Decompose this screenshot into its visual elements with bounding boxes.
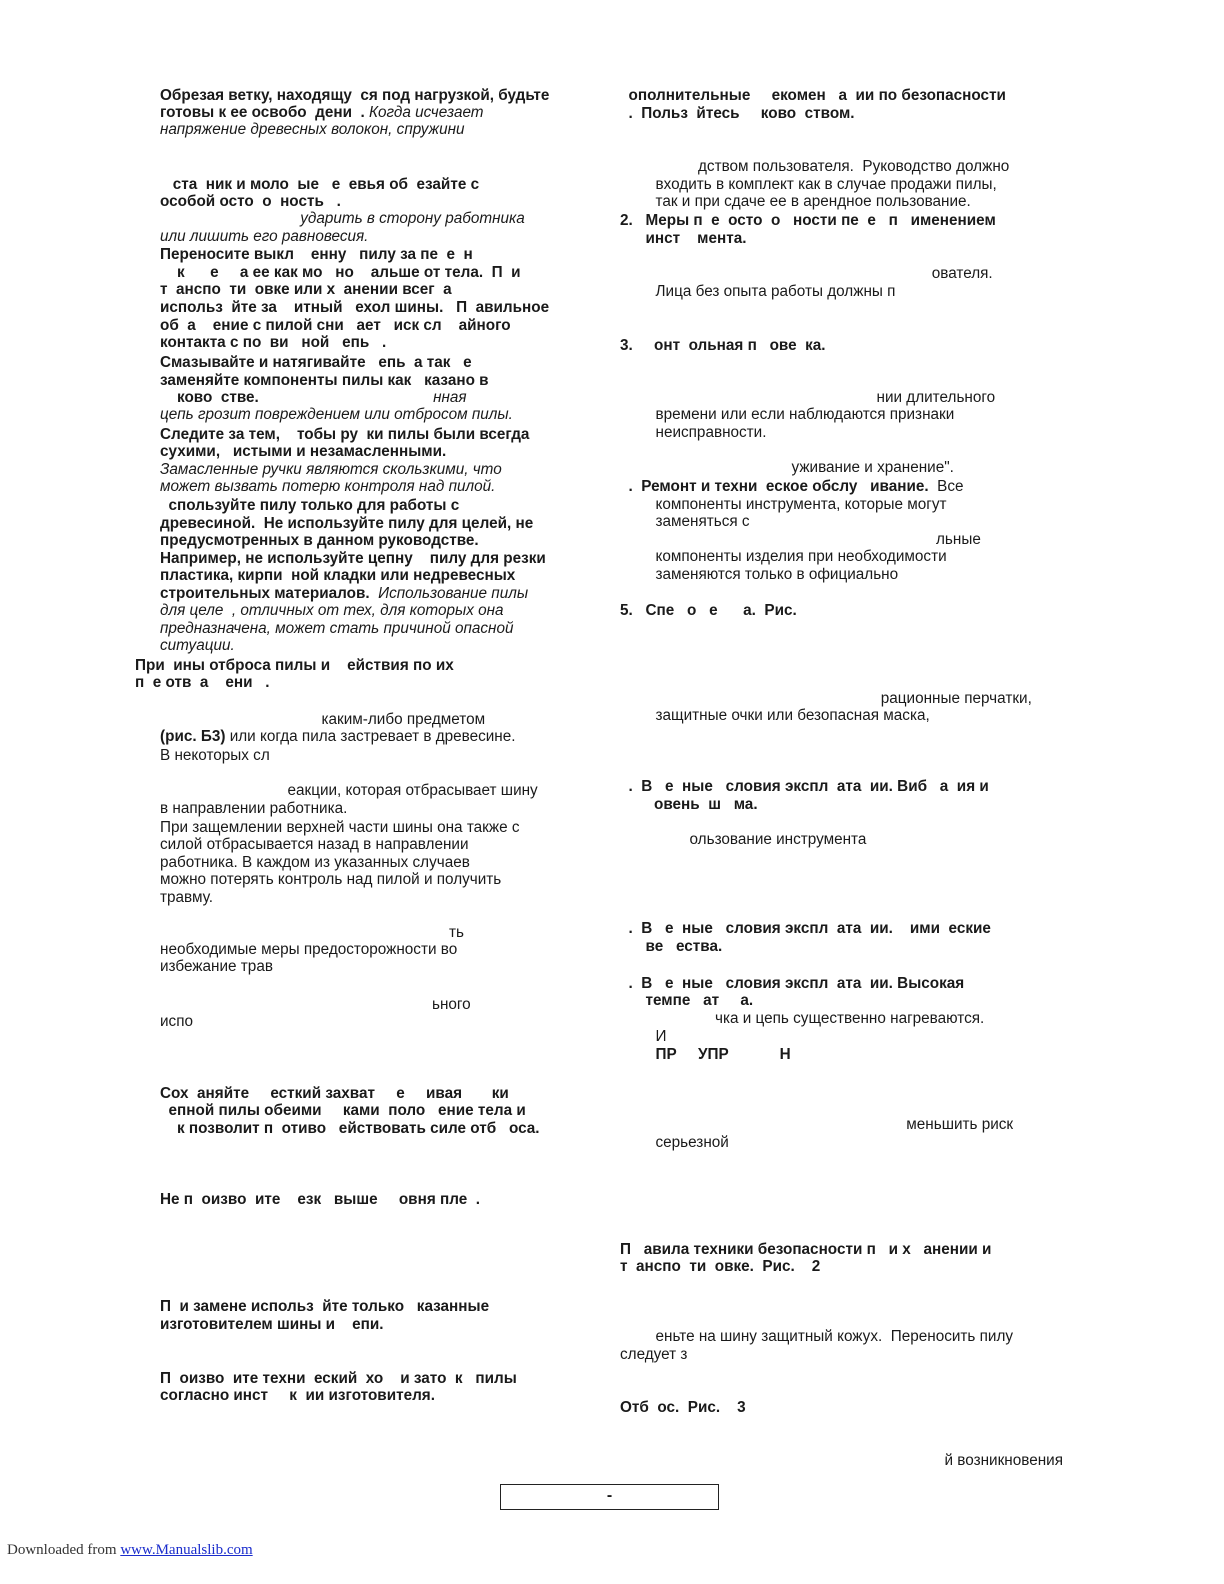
left-line	[160, 104, 484, 122]
right-line	[630, 548, 947, 566]
left-line	[135, 657, 454, 675]
right-text-run: ователя.	[630, 265, 993, 282]
left-text-run: особой осто о ность .	[160, 193, 341, 210]
left-line	[160, 567, 515, 585]
right-text-run: заменяться с	[630, 513, 750, 530]
left-text-run: заменяйте компоненты пилы как казано в	[160, 372, 489, 389]
right-text-run: темпе ат а.	[620, 992, 754, 1009]
left-text-run: ситуации.	[160, 637, 235, 654]
left-line	[160, 1102, 526, 1120]
left-line	[160, 281, 452, 299]
left-line	[160, 299, 549, 317]
right-text-run: 3. онт ольная п ове ка.	[620, 337, 826, 354]
right-text-run: льные	[630, 531, 981, 548]
left-line	[160, 478, 495, 496]
left-line	[160, 87, 549, 105]
left-line	[160, 228, 368, 246]
right-text-run: уживание и хранение".	[630, 459, 954, 476]
left-line	[160, 889, 213, 907]
left-text-run: еакции, которая отбрасывает шину	[160, 782, 538, 799]
left-text-run: или лишить его равновесия.	[160, 228, 369, 245]
left-text-run: При защемлении верхней части шины она также с	[160, 819, 520, 836]
left-line	[160, 515, 533, 533]
right-line	[630, 1010, 984, 1028]
right-line	[630, 459, 954, 477]
left-text-run: Замасленные ручки являются скользкими, что	[160, 461, 502, 478]
right-line	[630, 1134, 729, 1152]
left-text-run: напряжение древесных волокон, спружини	[160, 121, 465, 138]
left-line	[160, 210, 525, 228]
footer	[7, 1542, 253, 1559]
right-text-run: П авила техники безопасности п и х анении и	[620, 1241, 992, 1258]
right-text-run: времени или если наблюдаются признаки	[630, 406, 955, 423]
left-text-run: ста ник и моло ые е евья об езайте с	[160, 176, 480, 193]
left-text-run: Смазывайте и натягивайте епь а так е	[160, 354, 472, 371]
left-text-run: ть	[160, 924, 464, 941]
left-text-run: можно потерять контроль над пилой и получить	[160, 871, 502, 888]
left-line	[160, 1013, 193, 1031]
left-line	[160, 372, 489, 390]
left-line	[160, 637, 235, 655]
right-text-run: ополнительные екомен а ии по безопасности	[620, 87, 1006, 104]
left-line	[160, 264, 521, 282]
right-text-run: И	[630, 1028, 667, 1045]
left-text-run: сухими, истыми и незамасленными.	[160, 443, 447, 460]
right-text-run: компоненты изделия при необходимости	[630, 548, 947, 565]
left-text-run: об а ение с пилой сни ает иск сл айного	[160, 317, 511, 334]
right-text-run: входить в комплект как в случае продажи пилы,	[630, 176, 997, 193]
right-text-run: й возникновения	[630, 1452, 1063, 1469]
left-text-run: избежание трав	[160, 958, 273, 975]
left-text-run: П оизво ите техни еский хо и зато к пилы	[160, 1370, 517, 1387]
left-line	[160, 176, 479, 194]
left-line	[160, 1370, 517, 1388]
left-line	[160, 1120, 540, 1138]
right-text-run: . Ремонт и техни еское обслу ивание.	[620, 478, 929, 495]
left-line	[160, 334, 386, 352]
right-text-run: . Польз йтесь ково ством.	[620, 105, 855, 122]
left-line	[160, 443, 446, 461]
left-line	[160, 782, 538, 800]
right-text-run: . В е ные словия экспл ата ии. ими еские	[620, 920, 991, 937]
left-text-run: Например, не используйте цепну пилу для резки	[160, 550, 546, 567]
right-line	[620, 230, 746, 248]
right-line	[620, 105, 855, 123]
left-text-run: (рис. Б3)	[160, 728, 226, 745]
left-line	[160, 602, 504, 620]
left-text-run: необходимые меры предосторожности во	[160, 941, 458, 958]
right-text-run: ПР УПР Н	[630, 1046, 791, 1063]
left-text-run: для целе , отличных от тех, для которых она	[160, 602, 504, 619]
right-text-run: инст мента.	[620, 230, 747, 247]
left-line	[160, 246, 473, 264]
left-text-run: предназначена, может стать причиной опасной	[160, 620, 514, 637]
left-line	[160, 958, 273, 976]
left-text-run: может вызвать потерю контроля над пилой.	[160, 478, 496, 495]
left-line	[160, 1387, 435, 1405]
right-line	[620, 1399, 746, 1417]
left-text-run: Переносите выкл енну пилу за пе е н	[160, 246, 473, 263]
left-line	[135, 674, 270, 692]
right-text-run: т анспо ти овке. Рис. 2	[620, 1258, 821, 1275]
right-text-run: Отб ос. Рис. 3	[620, 1399, 746, 1416]
left-text-run: ково стве.	[160, 389, 434, 406]
left-text-run: строительных материалов.	[160, 585, 379, 602]
left-line	[160, 585, 528, 603]
right-line	[620, 212, 996, 230]
left-line	[160, 1085, 509, 1103]
left-line	[160, 854, 470, 872]
right-line	[620, 478, 964, 496]
right-line	[630, 566, 898, 584]
left-text-run: Использование пилы	[378, 585, 529, 602]
right-line	[620, 920, 991, 938]
left-text-run: ударить в сторону работника	[160, 210, 525, 227]
left-line	[160, 1191, 480, 1209]
left-line	[160, 819, 520, 837]
left-text-run: ьного	[160, 996, 471, 1013]
right-line	[620, 337, 826, 355]
right-line	[630, 1046, 791, 1064]
right-text-run: 5. Спе о е а. Рис.	[620, 602, 797, 619]
left-text-run: П и замене использ йте только казанные	[160, 1298, 490, 1315]
footer-prefix: Downloaded from	[7, 1542, 121, 1558]
left-line	[160, 121, 465, 139]
right-text-run: ользование инструмента	[630, 831, 867, 848]
right-line	[630, 193, 971, 211]
left-text-run: к е а ее как мо но альше от тела. П и	[160, 264, 521, 281]
right-text-run: рационные перчатки,	[630, 690, 1032, 707]
left-text-run: предусмотренных в данном руководстве.	[160, 532, 479, 549]
right-line	[630, 389, 995, 407]
right-line	[630, 707, 930, 725]
left-line	[160, 1298, 489, 1316]
left-line	[160, 497, 459, 515]
left-text-run: т анспо ти овке или х анении всег а	[160, 281, 452, 298]
left-text-run: цепь грозит повреждением или отбросом пилы.	[160, 406, 513, 423]
left-text-run: Сох аняйте есткий захват е ивая ки	[160, 1085, 509, 1102]
left-line	[160, 800, 347, 818]
left-text-run: травму.	[160, 889, 214, 906]
left-line	[160, 532, 479, 550]
left-text-run: в направлении работника.	[160, 800, 348, 817]
left-text-run: Обрезая ветку, находящу ся под нагрузкой, будьте	[160, 87, 550, 104]
left-text-run: контакта с по ви ной епь .	[160, 334, 387, 351]
left-line	[160, 941, 457, 959]
right-line	[630, 513, 750, 531]
right-line	[630, 406, 954, 424]
right-line	[630, 283, 895, 301]
right-text-run: . В е ные словия экспл ата ии. Высокая	[620, 975, 965, 992]
right-text-run: следует з	[620, 1346, 688, 1363]
left-text-run: работника. В каждом из указанных случаев	[160, 854, 470, 871]
right-line	[630, 176, 997, 194]
right-text-run: ве ества.	[620, 938, 723, 955]
right-line	[620, 1241, 991, 1259]
left-line	[160, 924, 464, 942]
left-line	[160, 836, 469, 854]
right-line	[630, 496, 947, 514]
right-line	[630, 831, 866, 849]
right-text-run: серьезной	[630, 1134, 729, 1151]
left-text-run: согласно инст к ии изготовителя.	[160, 1387, 435, 1404]
right-line	[630, 531, 981, 549]
right-line	[630, 1116, 1013, 1134]
left-text-run: каким-либо предметом	[160, 711, 486, 728]
left-text-run: силой отбрасывается назад в направлении	[160, 836, 469, 853]
right-text-run: овень ш ма.	[620, 796, 758, 813]
right-line	[620, 796, 758, 814]
left-line	[160, 317, 511, 335]
right-line	[630, 1452, 1063, 1470]
left-line	[160, 193, 341, 211]
left-line	[160, 747, 270, 765]
left-line	[160, 406, 513, 424]
right-text-run: неисправности.	[630, 424, 767, 441]
right-text-run: компоненты инструмента, которые могут	[630, 496, 947, 513]
right-text-run: защитные очки или безопасная маска,	[630, 707, 930, 724]
left-text-run: к позволит п отиво ействовать силе отб оса.	[160, 1120, 540, 1137]
footer-link[interactable]: www.Manualslib.com	[120, 1542, 253, 1558]
right-line	[630, 1028, 667, 1046]
left-line	[160, 620, 514, 638]
left-line	[160, 728, 516, 746]
right-line	[620, 87, 1006, 105]
right-text-run: меньшить риск	[630, 1116, 1014, 1133]
left-text-run: При ины отброса пилы и ействия по их	[135, 657, 454, 674]
right-text-run: Все	[928, 478, 964, 495]
right-line	[630, 158, 1009, 176]
right-text-run: еньте на шину защитный кожух. Переносить пилу	[630, 1328, 1014, 1345]
left-text-run: п е отв а ени .	[135, 674, 270, 691]
left-text-run: готовы к ее освобо дени .	[160, 104, 370, 121]
left-text-run: нная	[433, 389, 467, 406]
right-line	[630, 690, 1032, 708]
left-text-run: епной пилы обеими ками поло ение тела и	[160, 1102, 526, 1119]
right-line	[620, 778, 989, 796]
left-text-run: или когда пила застревает в древесине.	[225, 728, 516, 745]
right-line	[630, 1328, 1013, 1346]
right-text-run: дством пользователя. Руководство должно	[630, 158, 1010, 175]
left-text-run: испо	[160, 1013, 193, 1030]
left-text-run: древесиной. Не используйте пилу для целей, не	[160, 515, 534, 532]
right-text-run: так и при сдаче ее в арендное пользование.	[630, 193, 971, 210]
right-line	[620, 1346, 687, 1364]
left-text-run: спользуйте пилу только для работы с	[160, 497, 460, 514]
right-line	[620, 602, 797, 620]
left-text-run: изготовителем шины и епи.	[160, 1316, 384, 1333]
left-line	[160, 1316, 383, 1334]
left-line	[160, 871, 501, 889]
right-line	[630, 265, 993, 283]
right-text-run: нии длительного	[630, 389, 996, 406]
right-text-run: чка и цепь существенно нагреваются.	[630, 1010, 985, 1027]
left-text-run: Когда исчезает	[369, 104, 484, 121]
page-number-box: -	[500, 1484, 719, 1510]
left-text-run: использ йте за итный ехол шины. П авильное	[160, 299, 550, 316]
right-line	[620, 975, 964, 993]
left-line	[160, 461, 502, 479]
right-text-run: заменяются только в официально	[630, 566, 899, 583]
left-text-run: В некоторых сл	[160, 747, 270, 764]
left-line	[160, 996, 471, 1014]
right-line	[630, 424, 766, 442]
left-line	[160, 426, 529, 444]
right-line	[620, 992, 753, 1010]
right-text-run: 2. Меры п е осто о ности пе е п именением	[620, 212, 996, 229]
left-text-run: пластика, кирпи ной кладки или недревесных	[160, 567, 516, 584]
right-text-run: Лица без опыта работы должны п	[630, 283, 896, 300]
left-line	[160, 711, 485, 729]
left-line	[160, 389, 467, 407]
right-text-run: . В е ные словия экспл ата ии. Виб а ия и	[620, 778, 989, 795]
left-text-run: Не п оизво ите езк выше овня пле .	[160, 1191, 481, 1208]
left-line	[160, 550, 546, 568]
right-line	[620, 1258, 820, 1276]
right-line	[620, 938, 722, 956]
left-text-run: Следите за тем, тобы ру ки пилы были всегда	[160, 426, 530, 443]
left-line	[160, 354, 472, 372]
